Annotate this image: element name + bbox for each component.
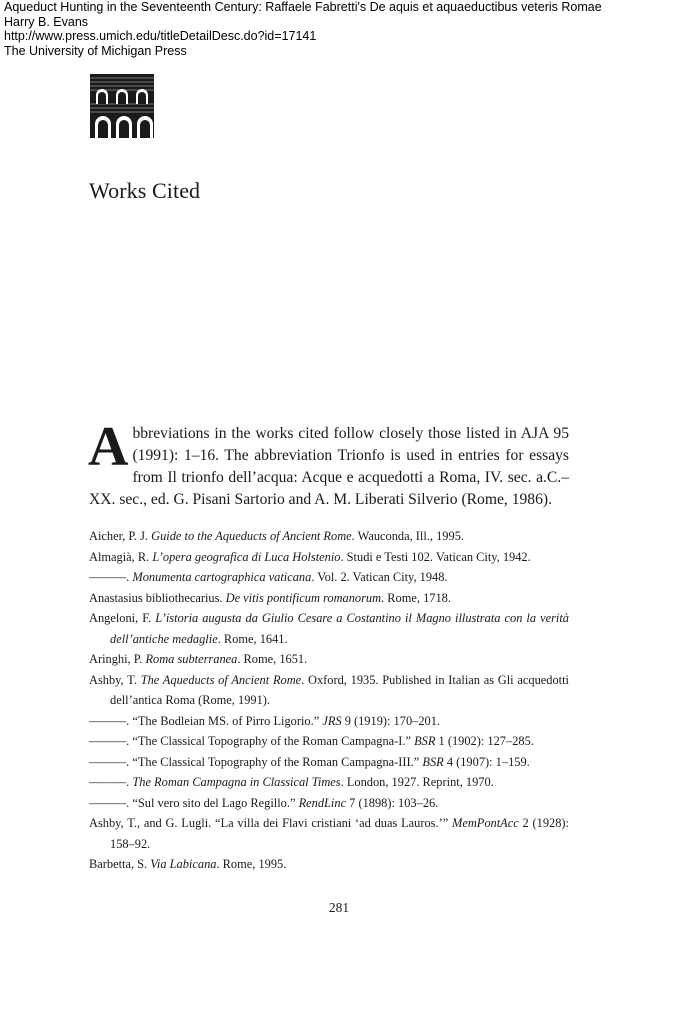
intro-text: bbreviations in the works cited follow closely those listed in AJA 95 (1991): 1–16. The abbreviation Trionfo is used in entries for essays from Il trionfo dell’acqua: Acque e acquedotti a Roma, IV. sec. a.C.–XX. sec., ed. G. Pisani Sartorio and A. M. Liberati Silverio (Rome, 1986). xyxy=(89,425,569,508)
reference-prefix: Almagià, R. xyxy=(89,549,153,564)
reference-title: RendLinc xyxy=(298,795,347,810)
reference-prefix: Ashby, T. xyxy=(89,672,141,687)
book-title: Aqueduct Hunting in the Seventeenth Century: Raffaele Fabretti's De aquis et aquaeductibus veteris Romae xyxy=(4,0,602,14)
reference-title: Guide to the Aqueducts of Ancient Rome xyxy=(151,529,352,543)
reference-prefix: ———. xyxy=(89,570,133,584)
aqueduct-arches-icon xyxy=(90,74,154,138)
author-name: Harry B. Evans xyxy=(4,14,89,29)
reference-title: JRS xyxy=(322,713,342,728)
intro-paragraph xyxy=(88,416,569,511)
reference-suffix: 9 (1919): 170–201. xyxy=(341,713,441,728)
reference-title: The Aqueducts of Ancient Rome xyxy=(140,672,302,687)
reference-prefix: Ashby, T., and G. Lugli. “La villa dei Flavi cristiani ‘ad duas Lauros.’” xyxy=(89,816,453,830)
reference-title: The Roman Campagna in Classical Times xyxy=(132,775,341,789)
reference-prefix: Barbetta, S. xyxy=(89,857,151,871)
reference-title: Via Labicana xyxy=(150,857,217,871)
reference-prefix: Aringhi, P. xyxy=(89,652,146,666)
reference-suffix: 1 (1902): 127–285. xyxy=(435,734,534,748)
reference-suffix: 4 (1907): 1–159. xyxy=(443,754,530,769)
reference-title: MemPontAcc xyxy=(452,816,519,830)
reference-title: Monumenta cartographica vaticana xyxy=(132,570,312,584)
references-list xyxy=(89,526,569,875)
chapter-title: Works Cited xyxy=(89,178,201,203)
reference-entry xyxy=(89,526,569,547)
reference-suffix: . Wauconda, Ill., 1995. xyxy=(351,529,464,543)
reference-entry xyxy=(89,813,569,854)
source-url: http://www.press.umich.edu/titleDetailDesc.do?id=17141 xyxy=(4,29,317,43)
reference-entry xyxy=(89,608,569,649)
reference-prefix: ———. xyxy=(89,775,133,789)
reference-prefix: Angeloni, F. xyxy=(89,611,156,625)
page-number: 281 xyxy=(328,900,350,915)
reference-entry xyxy=(89,670,569,711)
reference-prefix: Anastasius bibliothecarius. xyxy=(89,590,226,605)
reference-title: BSR xyxy=(422,754,444,769)
reference-suffix: . Vol. 2. Vatican City, 1948. xyxy=(311,570,448,584)
reference-suffix: . Studi e Testi 102. Vatican City, 1942. xyxy=(340,549,531,564)
reference-title: L’opera geografica di Luca Holstenio xyxy=(152,549,341,564)
document-header xyxy=(4,0,602,58)
reference-prefix: Aicher, P. J. xyxy=(89,529,152,543)
reference-entry xyxy=(89,752,569,773)
reference-suffix: . London, 1927. Reprint, 1970. xyxy=(340,775,494,789)
reference-suffix: . Rome, 1995. xyxy=(216,857,287,871)
reference-title: De vitis pontificum romanorum xyxy=(225,590,382,605)
reference-prefix: ———. “The Classical Topography of the Roman Campagna-III.” xyxy=(89,754,423,769)
reference-suffix: . Rome, 1641. xyxy=(217,631,288,646)
reference-title: Roma subterranea xyxy=(145,652,238,666)
reference-suffix: . Rome, 1651. xyxy=(237,652,308,666)
reference-title: BSR xyxy=(414,734,436,748)
reference-prefix: ———. “The Classical Topography of the Roman Campagna-I.” xyxy=(89,734,415,748)
reference-entry xyxy=(89,649,569,670)
reference-entry xyxy=(89,567,569,588)
reference-entry xyxy=(89,854,569,875)
reference-suffix: . Rome, 1718. xyxy=(381,590,451,605)
reference-suffix: . Oxford, 1935. Published in Italian as Gli acquedotti dell’antica Roma (Rome, 1991). xyxy=(110,672,569,707)
reference-entry xyxy=(89,772,569,793)
reference-prefix: ———. “The Bodleian MS. of Pirro Ligorio.” xyxy=(89,713,323,728)
reference-entry xyxy=(89,731,569,752)
reference-entry xyxy=(89,547,569,568)
reference-prefix: ———. “Sul vero sito del Lago Regillo.” xyxy=(89,795,299,810)
reference-suffix: 7 (1898): 103–26. xyxy=(346,795,439,810)
reference-entry xyxy=(89,588,569,609)
reference-entry xyxy=(89,793,569,814)
drop-cap: A xyxy=(88,416,129,478)
publisher-name: The University of Michigan Press xyxy=(4,43,187,58)
reference-entry xyxy=(89,711,569,732)
reference-suffix: 2 (1928): 158–92. xyxy=(110,816,569,851)
reference-title: L’istoria augusta da Giulio Cesare a Costantino il Magno illustrata con la verità dell’antiche medaglie xyxy=(110,611,569,646)
